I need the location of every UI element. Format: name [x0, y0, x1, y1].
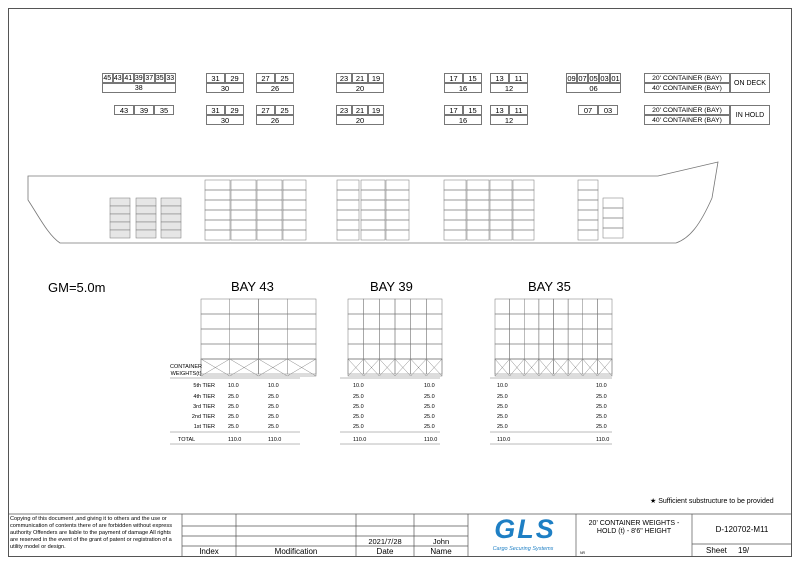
- bay-number-cell: 19: [368, 73, 384, 83]
- bay-number-cell: 19: [368, 105, 384, 115]
- weight-right: 25.0: [596, 424, 607, 430]
- tier-label: 1st TIER: [193, 424, 215, 430]
- weight-left: 25.0: [353, 414, 364, 420]
- tier-label: 5th TIER: [193, 383, 215, 389]
- bay-number-cell: 25: [275, 105, 294, 115]
- index-label: Index: [199, 547, 219, 556]
- total-left: 110.0: [228, 437, 242, 443]
- bay-number-cell: 26: [256, 115, 294, 125]
- bay-number-cell: 38: [102, 83, 176, 93]
- bay-number-cell: 11: [509, 73, 528, 83]
- weight-left: 10.0: [353, 383, 364, 389]
- weight-right: 25.0: [268, 404, 279, 410]
- weight-right: 25.0: [424, 404, 435, 410]
- total-label: TOTAL: [178, 437, 196, 443]
- bay-number-cell: 15: [463, 105, 482, 115]
- bay-number-cell: 27: [256, 73, 275, 83]
- weights-header-line1: CONTAINER: [170, 364, 202, 370]
- weight-right: 10.0: [596, 383, 607, 389]
- document-number: D-120702-M11: [715, 525, 769, 534]
- bay-number-cell: 29: [225, 73, 244, 83]
- bay-number-cell: 26: [256, 83, 294, 93]
- weight-right: 25.0: [424, 394, 435, 400]
- bay-number-cell: 12: [490, 115, 528, 125]
- bay-number-cell: 33: [166, 75, 175, 82]
- bay-39-title: BAY 39: [370, 279, 413, 294]
- bay-number-cell: 07: [578, 105, 598, 115]
- weight-left: 10.0: [228, 383, 239, 389]
- nr-mark: NR: [580, 551, 586, 555]
- bay-number-cell: 43: [114, 105, 134, 115]
- date-value: 2021/7/28: [368, 537, 402, 546]
- tier-label: 4th TIER: [193, 394, 215, 400]
- bay-number-cell: 21: [352, 73, 368, 83]
- bay-number-cell: 27: [256, 105, 275, 115]
- weight-right: 10.0: [268, 383, 279, 389]
- total-right: 110.0: [596, 437, 610, 443]
- bay-number-cell: 07: [578, 74, 587, 83]
- bay-number-cell: 17: [444, 73, 463, 83]
- bay-number-cell: 37: [145, 75, 154, 82]
- gm-value: GM=5.0m: [48, 280, 106, 295]
- weight-left: 25.0: [497, 424, 508, 430]
- on-deck-label: ON DECK: [730, 73, 770, 93]
- weight-left: 25.0: [228, 414, 239, 420]
- total-right: 110.0: [424, 437, 438, 443]
- total-left: 110.0: [497, 437, 511, 443]
- copyright-notice: Copying of this document ,and giving it to others and the use or communication of contents there of are forbidden without express authority Offenders are liable to the payment of damage All rights are reserved in the event of the grant of patent or registration of a utility model or design.: [10, 516, 172, 550]
- weight-left: 25.0: [497, 404, 508, 410]
- legend-20ft: 20' CONTAINER (BAY): [644, 105, 730, 115]
- bay-number-cell: 35: [154, 105, 174, 115]
- weight-right: 25.0: [268, 424, 279, 430]
- weight-left: 25.0: [228, 404, 239, 410]
- weights-header-line2: WEIGHTS(t): [170, 371, 202, 377]
- weight-right: 25.0: [424, 414, 435, 420]
- bay-number-cell: 35: [155, 75, 164, 82]
- bay-number-cell: 45: [103, 75, 112, 82]
- logo-subtitle: Cargo Securing Systems: [492, 546, 554, 552]
- date-label: Date: [376, 547, 394, 556]
- tier-label: 3rd TIER: [193, 404, 215, 410]
- gls-logo: [480, 515, 570, 543]
- weight-left: 25.0: [228, 394, 239, 400]
- bay-number-cell: 12: [490, 83, 528, 93]
- in-hold-label: IN HOLD: [730, 105, 770, 125]
- bay-number-cell: 05: [589, 74, 598, 83]
- bay-number-cell: 30: [206, 83, 244, 93]
- bay-number-cell: 03: [600, 74, 609, 83]
- bay-number-cell: 31: [206, 105, 225, 115]
- bay-number-cell: 23: [336, 73, 352, 83]
- weight-left: 25.0: [228, 424, 239, 430]
- bay-number-cell: 01: [611, 74, 620, 83]
- bay-number-cell: 20: [336, 83, 384, 93]
- bay-number-cell: 21: [352, 105, 368, 115]
- logo-text: GLS: [494, 514, 556, 544]
- weight-right: 25.0: [424, 424, 435, 430]
- weight-left: 25.0: [497, 414, 508, 420]
- bay-number-cell: 43: [113, 75, 122, 82]
- name-label: Name: [430, 547, 452, 556]
- weight-right: 25.0: [596, 394, 607, 400]
- bay-number-cell: 13: [490, 73, 509, 83]
- bay-number-cell: 17: [444, 105, 463, 115]
- weight-right: 25.0: [268, 394, 279, 400]
- bay-35-title: BAY 35: [528, 279, 571, 294]
- sheet-label: Sheet: [706, 546, 727, 555]
- weight-left: 25.0: [353, 404, 364, 410]
- substructure-note: ★ Sufficient substructure to be provided: [650, 498, 774, 505]
- sheet-value: 19/: [738, 546, 750, 555]
- bay-number-cell: 16: [444, 83, 482, 93]
- bay-43-title: BAY 43: [231, 279, 274, 294]
- weight-right: 25.0: [268, 414, 279, 420]
- bay-number-cell: 23: [336, 105, 352, 115]
- modification-label: Modification: [274, 547, 318, 556]
- bay-number-cell: 15: [463, 73, 482, 83]
- bay-number-cell: 30: [206, 115, 244, 125]
- bay-number-cell: 31: [206, 73, 225, 83]
- bay-number-cell: 29: [225, 105, 244, 115]
- tier-label: 2nd TIER: [191, 414, 215, 420]
- name-value: John: [432, 537, 450, 546]
- bay-number-cell: 39: [134, 75, 143, 82]
- weight-right: 25.0: [596, 414, 607, 420]
- weight-right: 25.0: [596, 404, 607, 410]
- legend-40ft: 40' CONTAINER (BAY): [644, 83, 730, 93]
- weight-left: 10.0: [497, 383, 508, 389]
- weight-left: 25.0: [353, 394, 364, 400]
- weight-left: 25.0: [353, 424, 364, 430]
- bay-number-cell: 03: [598, 105, 618, 115]
- bay-number-cell: 13: [490, 105, 509, 115]
- bay-number-cell: 06: [566, 83, 621, 93]
- bay-number-cell: 09: [567, 74, 576, 83]
- bay-number-cell: 41: [124, 75, 133, 82]
- weight-right: 10.0: [424, 383, 435, 389]
- bay-number-cell: 11: [509, 105, 528, 115]
- weight-left: 25.0: [497, 394, 508, 400]
- legend-40ft: 40' CONTAINER (BAY): [644, 115, 730, 125]
- bay-number-cell: 20: [336, 115, 384, 125]
- drawing-title: 20' CONTAINER WEIGHTS - HOLD (t) - 8'6" HEIGHT: [588, 520, 680, 535]
- total-right: 110.0: [268, 437, 282, 443]
- bay-number-cell: 39: [134, 105, 154, 115]
- bay-number-cell: 16: [444, 115, 482, 125]
- bay-number-cell: 25: [275, 73, 294, 83]
- total-left: 110.0: [353, 437, 367, 443]
- legend-20ft: 20' CONTAINER (BAY): [644, 73, 730, 83]
